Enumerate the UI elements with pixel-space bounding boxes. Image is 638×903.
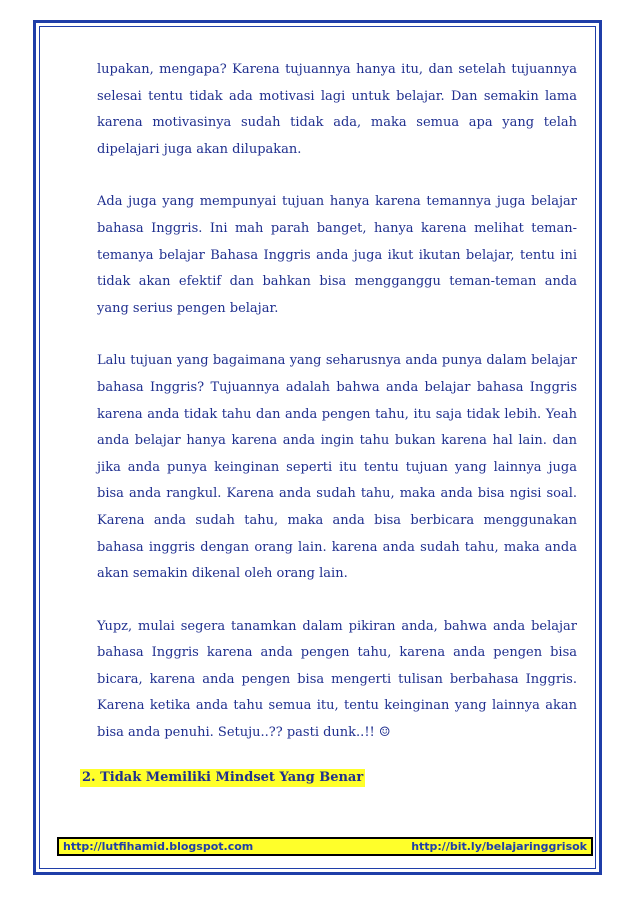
section-heading: 2. Tidak Memiliki Mindset Yang Benar bbox=[82, 770, 364, 785]
paragraph-1: lupakan, mengapa? Karena tujuannya hanya itu, dan setelah tujuannya selesai tentu tidak ada motivasi lagi untuk belajar. Dan semakin lama karena motivasinya sudah tidak ada, maka semua apa yang telah dipelajari juga akan dilupakan. bbox=[97, 62, 577, 157]
paragraph-2: Ada juga yang mempunyai tujuan hanya karena temannya juga belajar bahasa Inggris. Ini mah parah banget, hanya karena melihat teman-temanya belajar Bahasa Inggris anda juga ikut ikutan belajar, tentu ini tidak akan efektif dan bahkan bisa mengganggu teman-teman anda yang serius pengen belajar. bbox=[97, 194, 577, 316]
footer-blog-link[interactable]: http://lutfihamid.blogspot.com bbox=[63, 840, 254, 853]
paragraph-4: Yupz, mulai segera tanamkan dalam pikiran anda, bahwa anda belajar bahasa Inggris karena anda pengen tahu, karena anda pengen bisa bicara, karena anda pengen bisa mengerti tulisan berbahasa Inggris. Karena ketika anda tahu semua itu, tentu keinginan yang lainnya akan bisa anda penuhi. Setuju..?? pasti dunk..!! ☺ bbox=[97, 618, 577, 741]
document-body bbox=[97, 57, 577, 773]
footer-bar bbox=[57, 837, 593, 856]
footer-short-link[interactable]: http://bit.ly/belajaringgrisok bbox=[411, 840, 587, 853]
paragraph-3: Lalu tujuan yang bagaimana yang seharusnya anda punya dalam belajar bahasa Inggris? Tujuannya adalah bahwa anda belajar bahasa Inggris karena anda tidak tahu dan anda pengen tahu, itu saja tidak lebih. Yeah anda belajar hanya karena anda ingin tahu bukan karena hal lain. dan jika anda punya keinginan seperti itu tentu tujuan yang lainnya juga bisa anda rangkul. Karena anda sudah tahu, maka anda bisa ngisi soal. Karena anda sudah tahu, maka anda bisa berbicara menggunakan bahasa inggris dengan orang lain. karena anda sudah tahu, maka anda akan semakin dikenal oleh orang lain. bbox=[97, 353, 577, 582]
